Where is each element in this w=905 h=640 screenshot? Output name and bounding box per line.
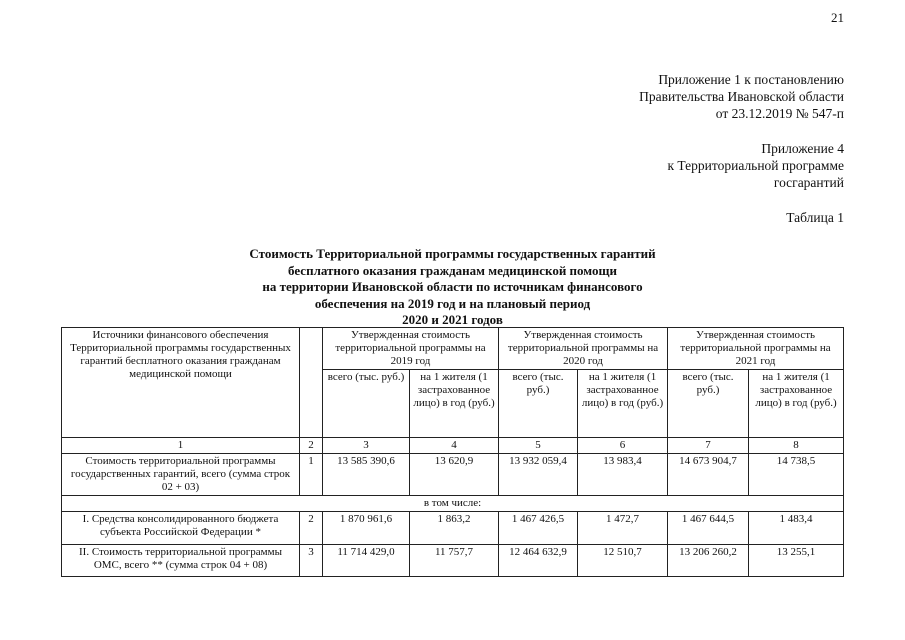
document-title [160, 246, 745, 329]
title-line-3: на территории Ивановской области по источникам финансового [262, 279, 643, 294]
appendix-1-line-1: Приложение 1 к постановлению [658, 72, 844, 87]
header-row-1 [62, 328, 844, 370]
appendix-4-block [668, 140, 845, 191]
subheader-total-2020: всего (тыс. руб.) [499, 370, 578, 438]
row-line-number: 1 [300, 454, 323, 496]
cell-per-capita-2020: 1 472,7 [578, 512, 668, 545]
subheader-per-capita-2021: на 1 жителя (1 застрахованное лицо) в год (руб.) [749, 370, 844, 438]
column-number: 3 [323, 438, 410, 454]
title-line-1: Стоимость Территориальной программы государственных гарантий [249, 246, 656, 261]
cell-per-capita-2020: 13 983,4 [578, 454, 668, 496]
subheader-total-2021: всего (тыс. руб.) [668, 370, 749, 438]
cell-per-capita-2019: 1 863,2 [410, 512, 499, 545]
cell-per-capita-2019: 11 757,7 [410, 545, 499, 577]
header-2021: Утвержденная стоимость территориальной программы на 2021 год [668, 328, 844, 370]
appendix-1-line-2: Правительства Ивановской области [639, 89, 844, 104]
cell-per-capita-2019: 13 620,9 [410, 454, 499, 496]
page-number: 21 [831, 10, 844, 25]
cell-total-2021: 14 673 904,7 [668, 454, 749, 496]
cost-table [61, 327, 844, 577]
column-number: 6 [578, 438, 668, 454]
row-label-including: в том числе: [62, 496, 844, 512]
cell-total-2020: 1 467 426,5 [499, 512, 578, 545]
title-line-5: 2020 и 2021 годов [402, 312, 503, 327]
title-line-4: обеспечения на 2019 год и на плановый период [314, 295, 591, 311]
cell-total-2019: 1 870 961,6 [323, 512, 410, 545]
cell-total-2020: 12 464 632,9 [499, 545, 578, 577]
cell-total-2020: 13 932 059,4 [499, 454, 578, 496]
row-label: II. Стоимость территориальной программы ОМС, всего ** (сумма строк 04 + 08) [62, 545, 300, 577]
subheader-total-2019: всего (тыс. руб.) [323, 370, 410, 438]
cell-total-2021: 13 206 260,2 [668, 545, 749, 577]
cell-total-2019: 11 714 429,0 [323, 545, 410, 577]
appendix-4-line-2: к Территориальной программе [667, 158, 844, 173]
row-line-number: 3 [300, 545, 323, 577]
cell-total-2021: 1 467 644,5 [668, 512, 749, 545]
table-row [62, 496, 844, 512]
appendix-4-line-1: Приложение 4 [761, 141, 844, 156]
header-line-number [300, 328, 323, 438]
row-label: I. Средства консолидированного бюджета субъекта Российской Федерации * [62, 512, 300, 545]
appendix-1-line-3: от 23.12.2019 № 547-п [715, 106, 844, 121]
table-row [62, 545, 844, 577]
header-2020: Утвержденная стоимость территориальной программы на 2020 год [499, 328, 668, 370]
cell-per-capita-2021: 13 255,1 [749, 545, 844, 577]
appendix-1-block [639, 71, 844, 122]
column-number: 2 [300, 438, 323, 454]
column-number: 1 [62, 438, 300, 454]
cell-per-capita-2021: 14 738,5 [749, 454, 844, 496]
column-number: 5 [499, 438, 578, 454]
row-label: Стоимость территориальной программы государственных гарантий, всего (сумма строк 02 + 03) [62, 454, 300, 496]
column-number: 7 [668, 438, 749, 454]
appendix-4-line-3: госгарантий [773, 175, 844, 190]
column-number: 4 [410, 438, 499, 454]
column-number-row [62, 438, 844, 454]
row-line-number: 2 [300, 512, 323, 545]
table-row [62, 454, 844, 496]
table-label: Таблица 1 [786, 210, 844, 225]
table-row [62, 512, 844, 545]
subheader-per-capita-2019: на 1 жителя (1 застрахованное лицо) в год (руб.) [410, 370, 499, 438]
header-2019: Утвержденная стоимость территориальной программы на 2019 год [323, 328, 499, 370]
cell-per-capita-2020: 12 510,7 [578, 545, 668, 577]
header-source: Источники финансового обеспечения Территориальной программы государственных гарантий бесплатного оказания гражданам медицинской помощи [62, 328, 300, 438]
subheader-per-capita-2020: на 1 жителя (1 застрахованное лицо) в год (руб.) [578, 370, 668, 438]
column-number: 8 [749, 438, 844, 454]
cell-total-2019: 13 585 390,6 [323, 454, 410, 496]
title-line-2: бесплатного оказания гражданам медицинской помощи [288, 262, 617, 278]
cell-per-capita-2021: 1 483,4 [749, 512, 844, 545]
